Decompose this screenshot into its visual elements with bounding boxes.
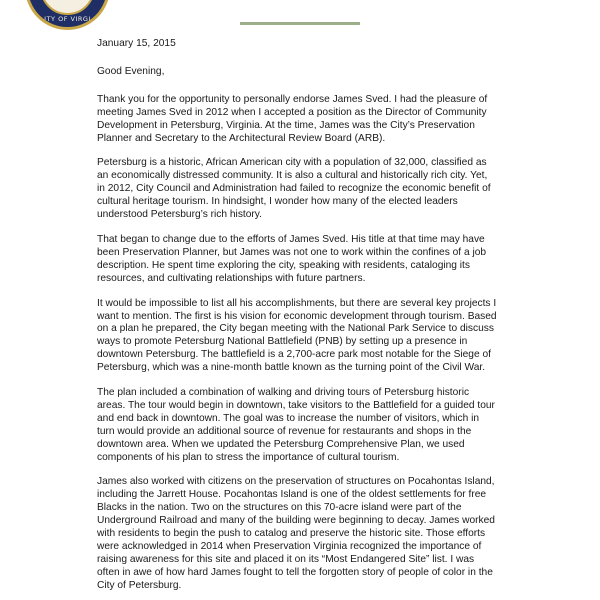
- paragraph-6: James also worked with citizens on the preservation of structures on Pocahontas Island, including the Jarrett House. Pocahontas Island is one of the oldest settlements for free Blacks in the nation. Two on the structures on this 70-acre island were part of the Underground Railroad and many of the building were beginning to decay. James worked with residents to begin the push to catalog and preserve the historic site. Those efforts were acknowledged in 2014 when Preservation Virginia recognized the importance of raising awareness for this site and placed it on its “Most Endangered Site” list. I was often in awe of how hard James fought to tell the forgotten story of people of color in the City of Petersburg.: [97, 476, 495, 591]
- paragraph-1: Thank you for the opportunity to personally endorse James Sved. I had the pleasure of meeting James Sved in 2012 when I accepted a position as the Director of Community Development in Petersburg, Virginia. At the time, James was the City’s Preservation Planner and Secretary to the Architectural Review Board (ARB).: [97, 93, 488, 144]
- seal-emblem: [40, 0, 95, 15]
- letter-greeting: Good Evening,: [97, 65, 165, 77]
- paragraph-5: The plan included a combination of walking and driving tours of Petersburg historic areas. The tour would begin in downtown, take visitors to the Battlefield for a guided tour and end back in downtown. The goal was to increase the number of visitors, which in turn would provide an additional source of revenue for restaurants and shops in the downtown area. When we updated the Petersburg Comprehensive Plan, we used components of his plan to stress the importance of cultural tourism.: [97, 387, 495, 463]
- header-rule: [240, 22, 360, 25]
- paragraph-3: That began to change due to the efforts of James Sved. His title at that time may have been Preservation Planner, but James was not one to work within the confines of a job description. He spent time exploring the city, speaking with residents, cataloging its resources, and cultivating relationships with future partners.: [97, 233, 487, 284]
- letter-body: [97, 38, 497, 600]
- paragraph-4: It would be impossible to list all his accomplishments, but there are several key projects I want to mention. The first is his vision for economic development through tourism. Based on a plan he prepared, the City began meeting with the National Park Service to discuss ways to promote Petersburg National Battlefield (PNB) by setting up a presence in downtown Petersburg. The battlefield is a 2,700-acre park most notable for the Siege of Petersburg, which was a nine-month battle known as the turning point of the Civil War.: [97, 297, 497, 374]
- paragraph-2: Petersburg is a historic, African American city with a population of 32,000, classified as an economically distressed community. It is also a cultural and historically rich city. Yet, in 2012, City Council and Administration had failed to recognize the economic benefit of cultural heritage tourism. In hindsight, I wonder how many of the elected leaders understood Petersburg’s rich history.: [97, 157, 491, 221]
- city-seal-icon: [25, 0, 110, 30]
- seal-text: ITY OF VIRGI: [44, 15, 91, 23]
- letterhead: [0, 0, 600, 30]
- letter-date: January 15, 2015: [97, 38, 176, 49]
